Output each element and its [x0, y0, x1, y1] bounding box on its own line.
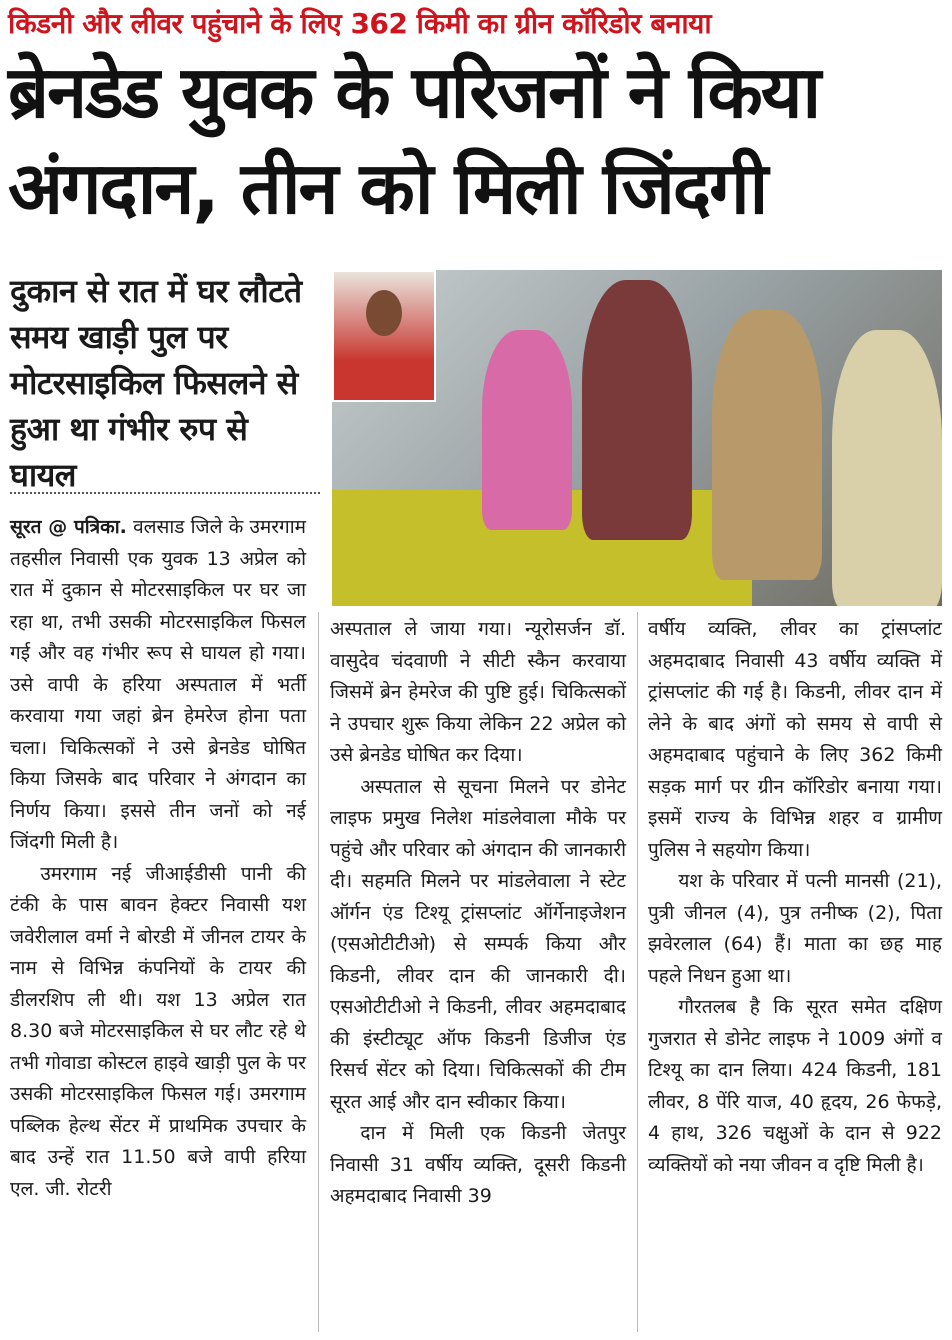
paragraph-2: उमरगाम नई जीआईडीसी पानी की टंकी के पास बावन हेक्टर निवासी यश जवेरीलाल वर्मा ने बोरडी में जीनल टायर के नाम से विभिन्न कंपनियों के टायर की डीलरशिप ली थी। यश 13 अप्रेल रात 8.30 बजे मोटरसाइकिल से घर लौट रहे थे तभी गोवाडा कोस्टल हाइवे खाड़ी पुल के पर उसकी मोटरसाइकिल फिसल गई। उमरगाम पब्लिक हेल्थ सेंटर में प्राथमिक उपचार के बाद उन्हें रात 11.50 बजे वापी हरिया एल. जी. रोटरी: [10, 862, 306, 1200]
victim-portrait: [332, 270, 436, 402]
article-kicker: किडनी और लीवर पहुंचाने के लिए 362 किमी का ग्रीन कॉरिडोर बनाया: [8, 7, 712, 40]
article-column-3: [648, 614, 942, 1181]
elderly-man-figure: [832, 330, 942, 606]
man-with-child-figure: [582, 280, 692, 540]
subhead-divider: [10, 492, 320, 494]
paragraph-6: वर्षीय व्यक्ति, लीवर का ट्रांसप्लांट अहमदाबाद निवासी 43 वर्षीय व्यक्ति में ट्रांसप्लांट की गई है। किडनी, लीवर दान में लेने के बाद अंगों को समय से वापी से अहमदाबाद पहुंचाने के लिए 362 किमी सड़क मार्ग पर ग्रीन कॉरिडोर बनाया गया। इसमें राज्य के विभिन्न शहर व ग्रामीण पुलिस ने सहयोग किया।: [648, 618, 942, 861]
woman-figure: [482, 330, 572, 530]
article-subhead: दुकान से रात में घर लौटते समय खाड़ी पुल पर मोटरसाइकिल फिसलने से हुआ था गंभीर रुप से घायल: [10, 272, 302, 494]
paragraph-8: गौरतलब है कि सूरत समेत दक्षिण गुजरात से डोनेट लाइफ ने 1009 अंगों व टिश्यू का दान लिया। 424 किडनी, 181 लीवर, 8 पेंरि याज, 40 हृदय, 26 फेफड़े, 4 हाथ, 326 चक्षुओं के दान से 922 व्यक्तियों को नया जीवन व दृष्टि मिली है।: [648, 996, 942, 1176]
man-with-boy-figure: [712, 310, 822, 580]
article-column-1: [10, 512, 306, 1205]
paragraph-7: यश के परिवार में पत्नी मानसी (21), पुत्री जीनल (4), पुत्र तनीष्क (2), पिता झवेरलाल (64) हैं। माता का छह माह पहले निधन हुआ था।: [648, 870, 942, 987]
article-headline: ब्रेनडेड युवक के परिजनों ने किया अंगदान, तीन को मिली जिंदगी: [8, 50, 820, 230]
paragraph-4: अस्पताल से सूचना मिलने पर डोनेट लाइफ प्रमुख निलेश मांडलेवाला मौके पर पहुंचे और परिवार को अंगदान की जानकारी दी। सहमति मिलने पर मांडलेवाला ने स्टेट ऑर्गन एंड टिश्यू ट्रांसप्लांट ऑर्गेनाइजेशन (एसओटीटीओ) से सम्पर्क किया और किडनी, लीवर दान की जानकारी दी। एसओटीटीओ ने किडनी, लीवर अहमदाबाद की इंस्टीट्यूट ऑफ किडनी डिजीज एंड रिसर्च सेंटर को दिया। चिकित्सकों की टीम सूरत आई और दान स्वीकार किया।: [330, 775, 626, 1113]
paragraph-5: दान में मिली एक किडनी जेतपुर निवासी 31 वर्षीय व्यक्ति, दूसरी किडनी अहमदाबाद निवासी 39: [330, 1122, 626, 1207]
column-divider: [637, 612, 638, 1332]
paragraph-3: अस्पताल ले जाया गया। न्यूरोसर्जन डॉ. वासुदेव चंदवाणी ने सीटी स्कैन करवाया जिसमें ब्रेन हेमरेज की पुष्टि हुई। चिकित्सकों ने उपचार शुरू किया लेकिन 22 अप्रेल को उसे ब्रेनडेड घोषित कर दिया।: [330, 618, 626, 766]
column-divider: [318, 612, 319, 1332]
article-column-2: [330, 614, 626, 1213]
byline: सूरत @ पत्रिका.: [10, 516, 127, 538]
portrait-face: [366, 290, 402, 336]
paragraph-1: वलसाड जिले के उमरगाम तहसील निवासी एक युवक 13 अप्रेल को रात में दुकान से मोटरसाइकिल पर घर जा रहा था, तभी उसकी मोटरसाइकिल फिसल गई और वह गंभीर रूप से घायल हो गया। उसे वापी के हरिया अस्पताल में भर्ती करवाया गया जहां ब्रेन हेमरेज होना पता चला। चिकित्सकों ने उसे ब्रेनडेड घोषित किया जिसके बाद परिवार ने अंगदान का निर्णय किया। इससे तीन जनों को नई जिंदगी मिली है।: [10, 516, 307, 853]
